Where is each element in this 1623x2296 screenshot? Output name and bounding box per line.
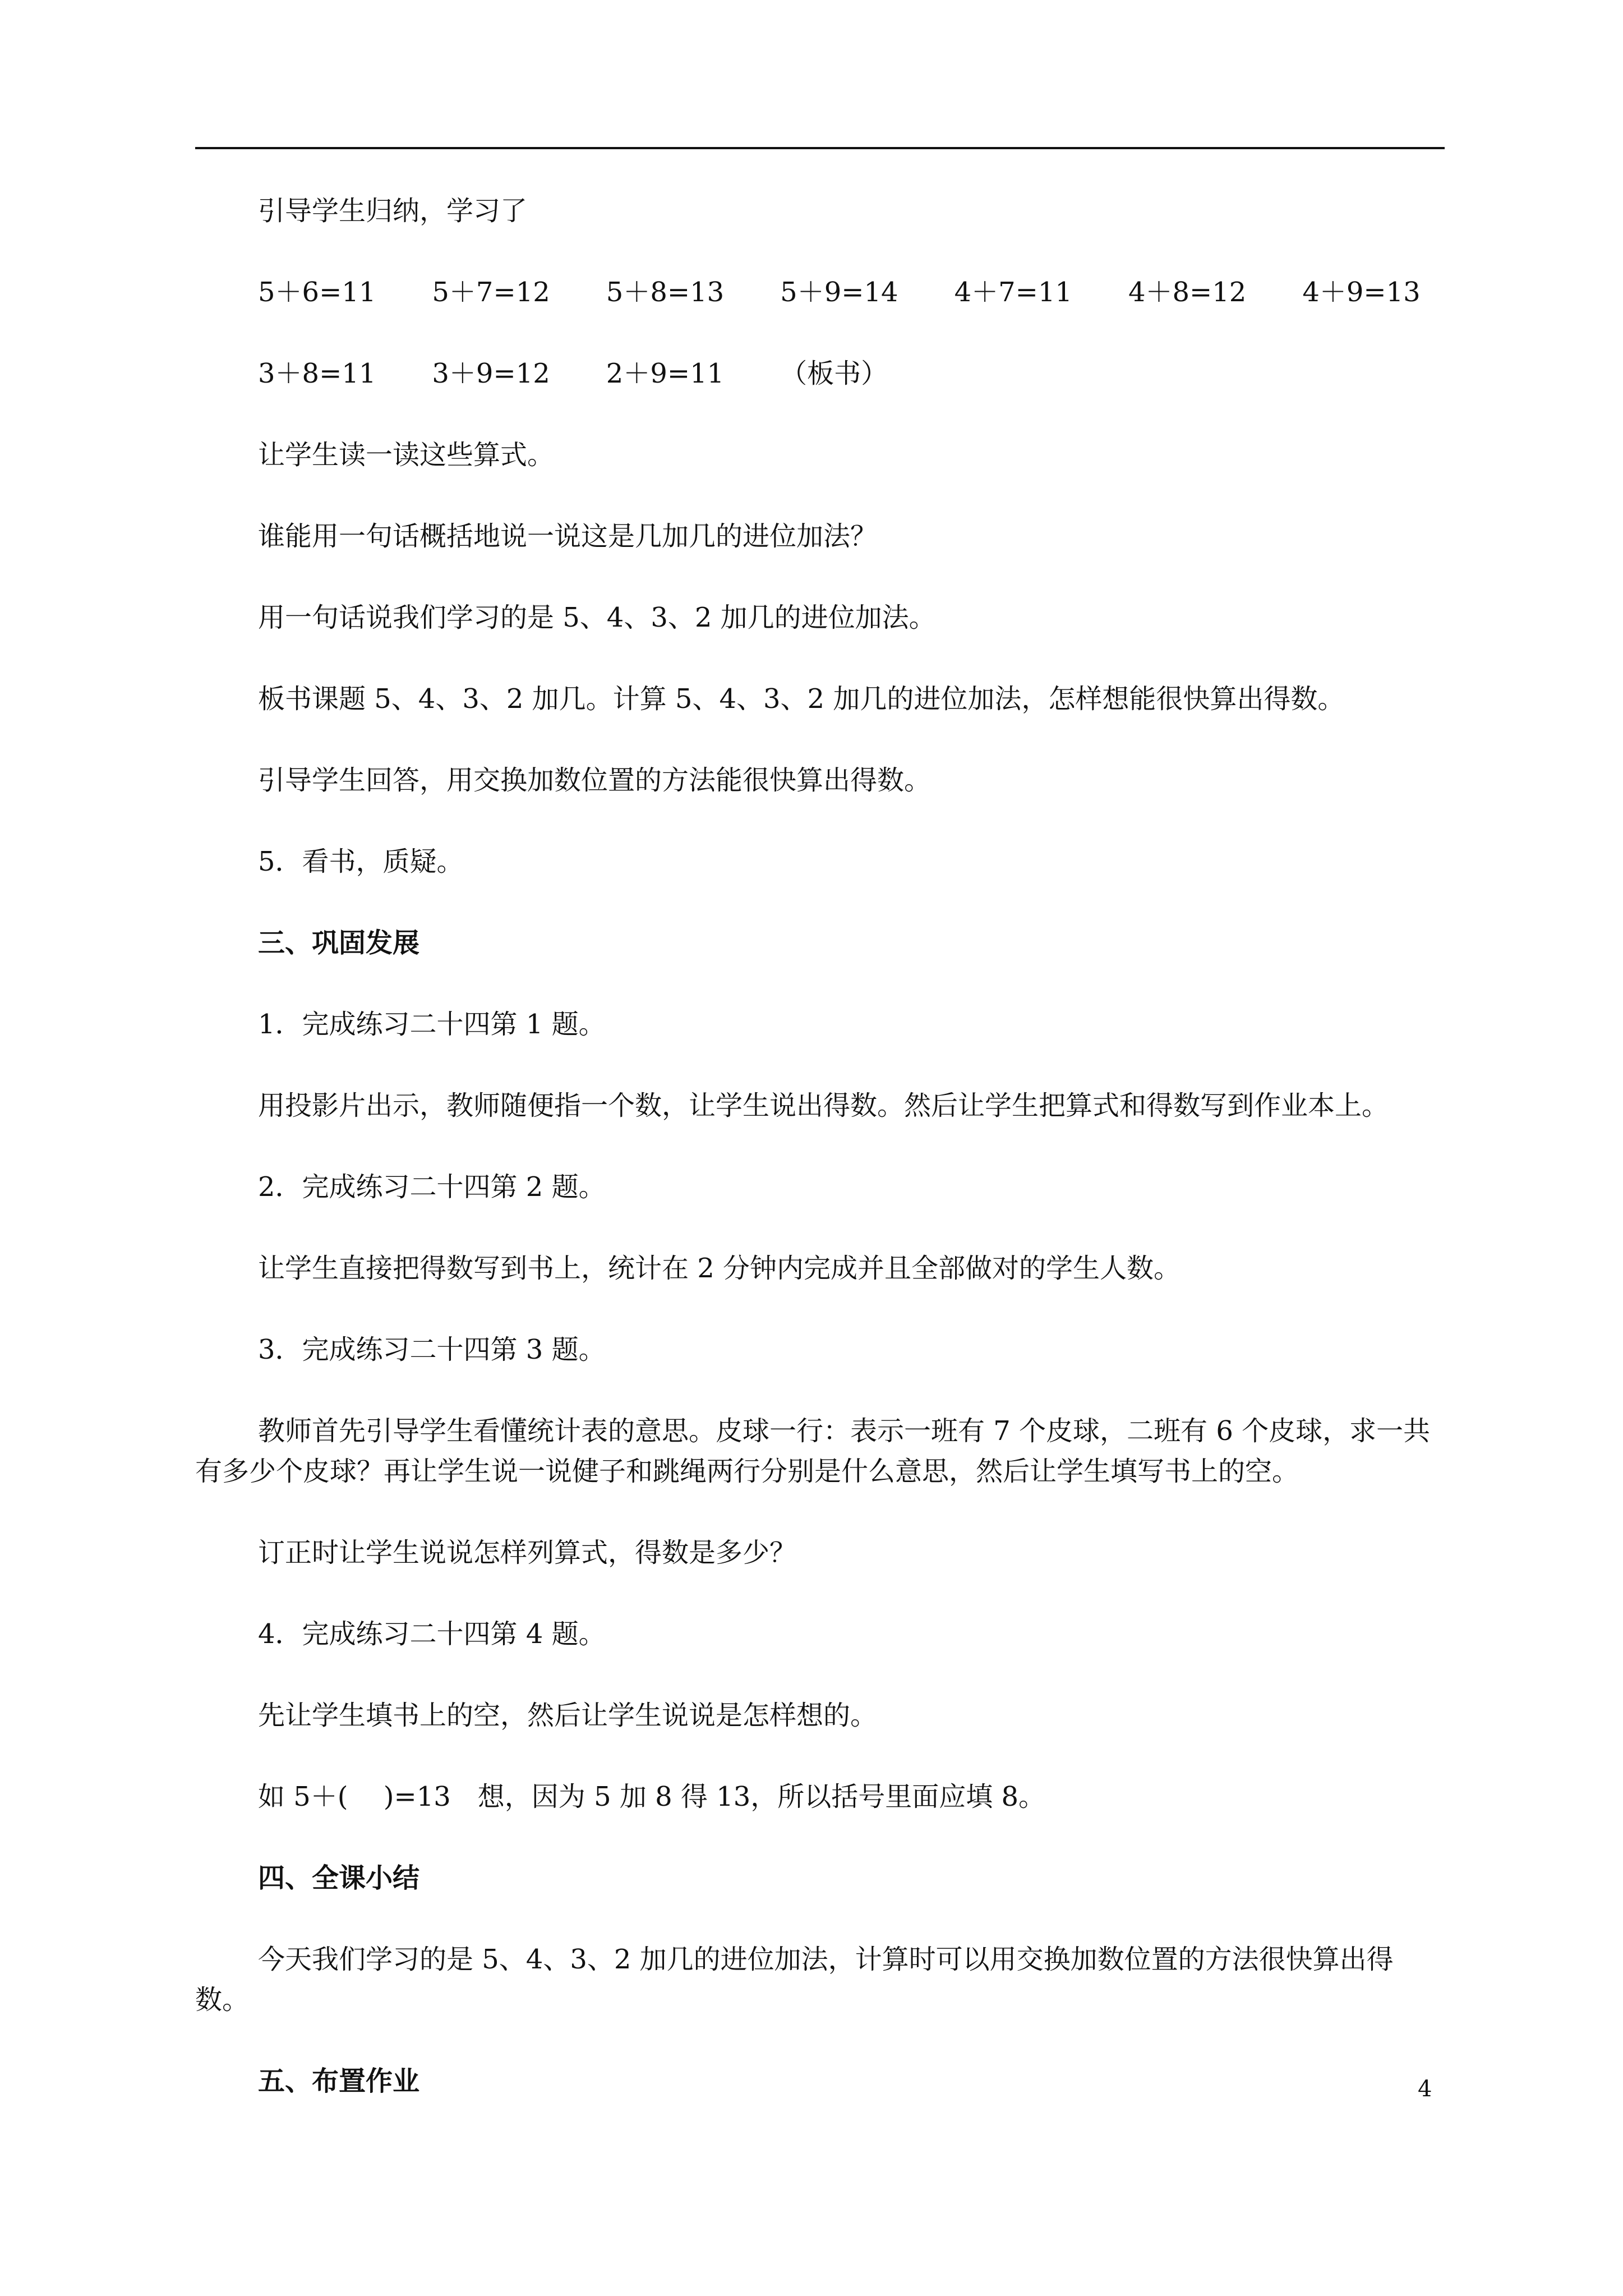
- paragraph: 4．完成练习二十四第 4 题。: [258, 1618, 606, 1650]
- paragraph: 引导学生回答，用交换加数位置的方法能很快算出得数。: [258, 765, 932, 796]
- paragraph: 教师首先引导学生看懂统计表的意思。皮球一行：表示一班有 7 个皮球，二班有 6 个皮球，求一共有多少个皮球？再让学生说一说健子和跳绳两行分别是什么意思，然后让学生填写书上的空。: [195, 1415, 1431, 1487]
- equation: 5＋9=14: [780, 277, 898, 308]
- equation: 3＋8=11: [258, 358, 376, 389]
- paragraph: 用一句话说我们学习的是 5、4、3、2 加几的进位加法。: [258, 602, 936, 633]
- equation: 4＋7=11: [954, 277, 1072, 308]
- document-body: [195, 191, 1445, 2142]
- equation: 5＋6=11: [258, 277, 376, 308]
- paragraph: 5．看书，质疑。: [258, 846, 464, 877]
- paragraph: 1．完成练习二十四第 1 题。: [258, 1009, 606, 1040]
- paragraph: 用投影片出示，教师随便指一个数，让学生说出得数。然后让学生把算式和得数写到作业本上。: [258, 1090, 1389, 1121]
- paragraph: 让学生直接把得数写到书上，统计在 2 分钟内完成并且全部做对的学生人数。: [258, 1253, 1181, 1284]
- paragraph: 3．完成练习二十四第 3 题。: [258, 1334, 606, 1365]
- section-heading: 四、全课小结: [258, 1862, 420, 1894]
- paragraph: 谁能用一句话概括地说一说这是几加几的进位加法？: [258, 521, 878, 552]
- paragraph: 让学生读一读这些算式。: [258, 439, 555, 471]
- equation: 4＋8=12: [1128, 277, 1247, 308]
- equation: 2＋9=11: [606, 358, 725, 389]
- paragraph: 今天我们学习的是 5、4、3、2 加几的进位加法，计算时可以用交换加数位置的方法很快算出得数。: [195, 1944, 1394, 2016]
- paragraph: 先让学生填书上的空，然后让学生说说是怎样想的。: [258, 1700, 878, 1731]
- paragraph: 引导学生归纳，学习了: [258, 195, 528, 227]
- equation: 3＋9=12: [432, 358, 550, 389]
- paragraph: 2．完成练习二十四第 2 题。: [258, 1171, 606, 1203]
- equation: 4＋9=13: [1302, 277, 1421, 308]
- page-number: 4: [1418, 2076, 1432, 2102]
- equation: 5＋8=13: [606, 277, 725, 308]
- header-rule: [195, 147, 1445, 149]
- section-heading: 五、布置作业: [258, 2065, 420, 2097]
- equation-row: [195, 353, 1445, 394]
- paragraph: 如 5＋( )=13 想，因为 5 加 8 得 13，所以括号里面应填 8。: [258, 1781, 1046, 1812]
- equation: 5＋7=12: [432, 277, 550, 308]
- paragraph: 订正时让学生说说怎样列算式，得数是多少？: [258, 1537, 797, 1568]
- equation-row: [195, 272, 1445, 312]
- section-heading: 三、巩固发展: [258, 927, 420, 959]
- paragraph: 板书课题 5、4、3、2 加几。计算 5、4、3、2 加几的进位加法，怎样想能很快算出得数。: [258, 683, 1345, 715]
- board-note: （板书）: [780, 358, 888, 389]
